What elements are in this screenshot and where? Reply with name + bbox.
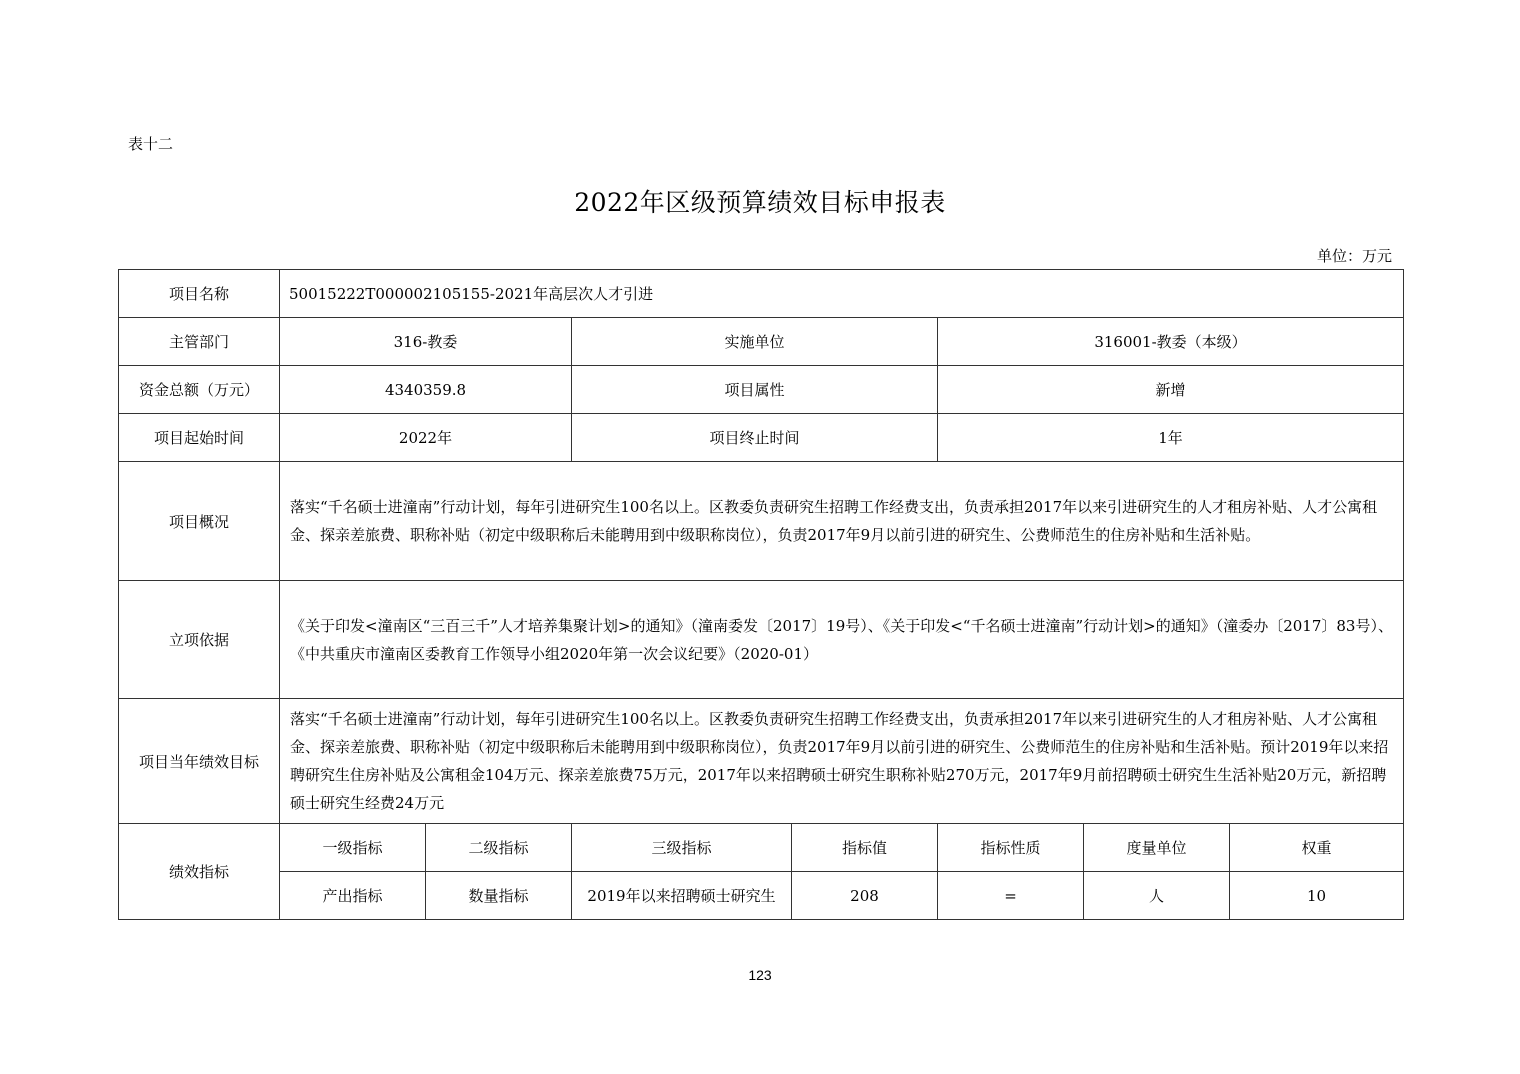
project-name-label: 项目名称 — [119, 270, 280, 318]
impl-label: 实施单位 — [572, 318, 938, 366]
row-basis — [119, 581, 1404, 699]
budget-performance-table — [118, 269, 1404, 920]
unit-label: 单位：万元 — [1316, 247, 1392, 265]
kpi-value: 208 — [792, 872, 938, 920]
dept-label: 主管部门 — [119, 318, 280, 366]
kpi-header-weight: 权重 — [1230, 824, 1404, 872]
overview-label: 项目概况 — [119, 462, 280, 581]
kpi-unit: 人 — [1084, 872, 1230, 920]
kpi-header-level3: 三级指标 — [572, 824, 792, 872]
kpi-weight: 10 — [1230, 872, 1404, 920]
attr-value: 新增 — [938, 366, 1404, 414]
project-name-value: 50015222T000002105155-2021年高层次人才引进 — [280, 270, 1404, 318]
end-label: 项目终止时间 — [572, 414, 938, 462]
kpi-level1: 产出指标 — [280, 872, 426, 920]
goal-text: 落实“千名硕士进潼南”行动计划，每年引进研究生100名以上。区教委负责研究生招聘工作经费支出，负责承担2017年以来引进研究生的人才租房补贴、人才公寓租金、探亲差旅费、职称补贴（初定中级职称后未能聘用到中级职称岗位），负责2017年9月以前引进的研究生、公费师范生的住房补贴和生活补贴。预计2019年以来招聘研究生住房补贴及公寓租金104万元、探亲差旅费75万元，2017年以来招聘硕士研究生职称补贴270万元，2017年9月前招聘硕士研究生生活补贴20万元，新招聘硕士研究生经费24万元 — [280, 699, 1404, 824]
dept-value: 316-教委 — [280, 318, 572, 366]
start-label: 项目起始时间 — [119, 414, 280, 462]
kpi-header-unit: 度量单位 — [1084, 824, 1230, 872]
row-department — [119, 318, 1404, 366]
fund-value: 4340359.8 — [280, 366, 572, 414]
page-number: 123 — [748, 967, 772, 983]
row-overview — [119, 462, 1404, 581]
kpi-label: 绩效指标 — [119, 824, 280, 920]
kpi-level3: 2019年以来招聘硕士研究生 — [572, 872, 792, 920]
start-value: 2022年 — [280, 414, 572, 462]
fund-label: 资金总额（万元） — [119, 366, 280, 414]
kpi-header-level1: 一级指标 — [280, 824, 426, 872]
row-period — [119, 414, 1404, 462]
goal-label: 项目当年绩效目标 — [119, 699, 280, 824]
row-fund — [119, 366, 1404, 414]
kpi-header-value: 指标值 — [792, 824, 938, 872]
attr-label: 项目属性 — [572, 366, 938, 414]
page-title: 2022年区级预算绩效目标申报表 — [574, 188, 946, 217]
row-project-name — [119, 270, 1404, 318]
impl-value: 316001-教委（本级） — [938, 318, 1404, 366]
kpi-header-level2: 二级指标 — [426, 824, 572, 872]
kpi-header-nature: 指标性质 — [938, 824, 1084, 872]
table-number: 表十二 — [128, 135, 174, 153]
row-goal — [119, 699, 1404, 824]
basis-text: 《关于印发<潼南区“三百三千”人才培养集聚计划>的通知》（潼南委发〔2017〕19号）、《关于印发<“千名硕士进潼南”行动计划>的通知》（潼委办〔2017〕83号）、《中共重庆市潼南区委教育工作领导小组2020年第一次会议纪要》（2020-01） — [280, 581, 1404, 699]
kpi-header-row — [119, 824, 1404, 872]
table-row — [119, 872, 1404, 920]
overview-text: 落实“千名硕士进潼南”行动计划，每年引进研究生100名以上。区教委负责研究生招聘工作经费支出，负责承担2017年以来引进研究生的人才租房补贴、人才公寓租金、探亲差旅费、职称补贴（初定中级职称后未能聘用到中级职称岗位），负责2017年9月以前引进的研究生、公费师范生的住房补贴和生活补贴。 — [280, 462, 1404, 581]
end-value: 1年 — [938, 414, 1404, 462]
kpi-level2: 数量指标 — [426, 872, 572, 920]
basis-label: 立项依据 — [119, 581, 280, 699]
kpi-nature: = — [938, 872, 1084, 920]
